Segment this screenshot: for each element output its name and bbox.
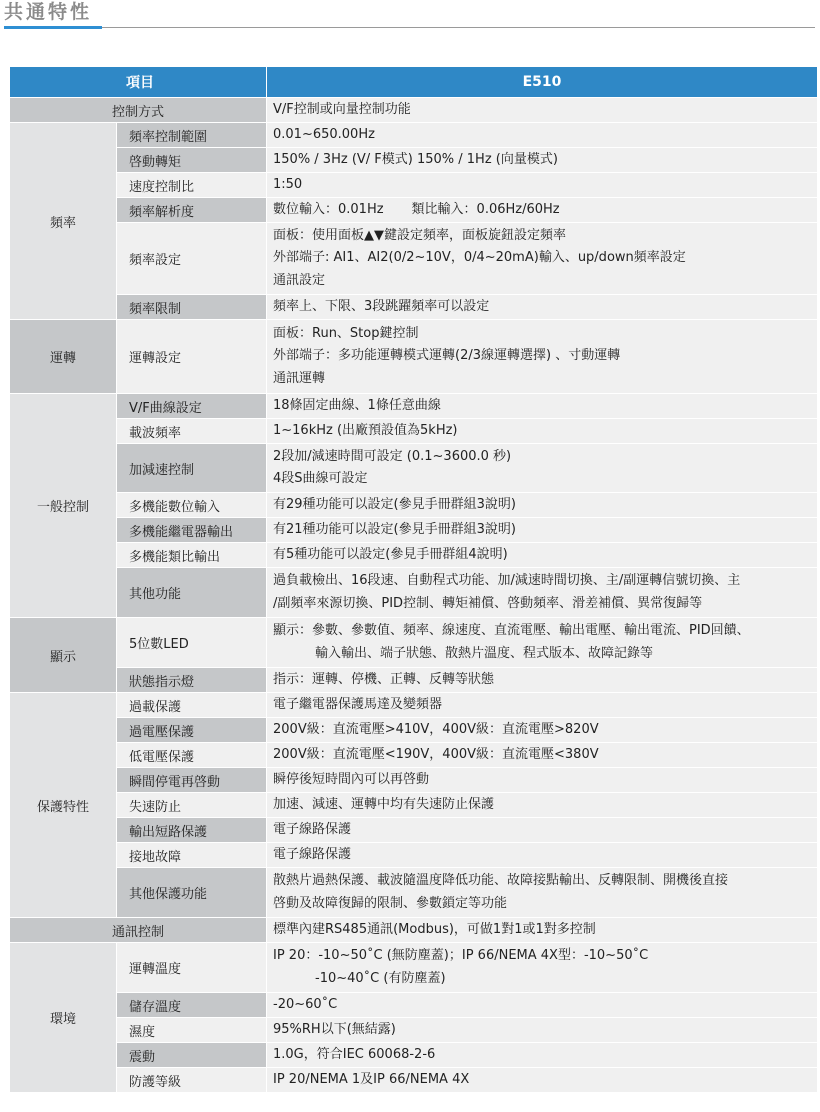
row-value: 指示：運轉、停機、正轉、反轉等狀態 [267, 668, 818, 693]
table-row [10, 843, 818, 868]
table-row [10, 868, 818, 918]
item-cell: 載波頻率 [117, 419, 267, 444]
item-cell: 頻率解析度 [117, 198, 267, 223]
table-row [10, 668, 818, 693]
item-cell: 瞬間停電再啓動 [117, 768, 267, 793]
row-value: -20~60˚C [267, 993, 818, 1018]
row-value: 200V級：直流電壓>410V，400V級：直流電壓>820V [267, 718, 818, 743]
category-cell: 一般控制 [10, 394, 117, 618]
category-cell: 保護特性 [10, 693, 117, 918]
row-value: 頻率上、下限、3段跳躍頻率可以設定 [267, 295, 818, 320]
table-row [10, 918, 818, 943]
item-cell: 加減速控制 [117, 444, 267, 493]
row-value: 過負載檢出、16段速、自動程式功能、加/減速時間切換、主/副運轉信號切換、主 /副頻率來源切換、PID控制、轉矩補償、啓動頻率、滑差補償、異常復歸等 [267, 568, 818, 618]
row-value: 200V級：直流電壓<190V，400V級：直流電壓<380V [267, 743, 818, 768]
item-cell: 過電壓保護 [117, 718, 267, 743]
header-row [10, 67, 818, 98]
table-row [10, 223, 818, 295]
item-cell: 多機能類比輸出 [117, 543, 267, 568]
row-value: 1.0G，符合IEC 60068-2-6 [267, 1043, 818, 1068]
row-value: 顯示：參數、參數值、頻率、線速度、直流電壓、輸出電壓、輸出電流、PID回饋、 輸入輸出、端子狀態、散熱片溫度、程式版本、故障記錄等 [267, 618, 818, 668]
row-value: IP 20：-10~50˚C (無防塵蓋)；IP 66/NEMA 4X型：-10~50˚C -10~40˚C (有防塵蓋) [267, 943, 818, 993]
row-label: 控制方式 [10, 98, 267, 123]
table-row [10, 718, 818, 743]
spec-table [9, 66, 818, 1093]
title-accent-bar [4, 26, 102, 29]
item-cell: 多機能繼電器輸出 [117, 518, 267, 543]
header-item: 項目 [10, 67, 267, 98]
row-value: 0.01~650.00Hz [267, 123, 818, 148]
row-value: 面板：Run、Stop鍵控制 外部端子：多功能運轉模式運轉(2/3線運轉選擇) 、寸動運轉 通訊運轉 [267, 320, 818, 394]
item-cell: 其他保護功能 [117, 868, 267, 918]
header-model: E510 [267, 67, 818, 98]
row-value: V/F控制或向量控制功能 [267, 98, 818, 123]
table-row [10, 123, 818, 148]
item-cell: V/F曲線設定 [117, 394, 267, 419]
table-row [10, 320, 818, 394]
table-row [10, 943, 818, 993]
row-value: 150% / 3Hz (V/ F模式) 150% / 1Hz (向量模式) [267, 148, 818, 173]
item-cell: 啓動轉矩 [117, 148, 267, 173]
row-value: 有21種功能可以設定(參見手冊群組3說明) [267, 518, 818, 543]
table-row [10, 1068, 818, 1093]
item-cell: 低電壓保護 [117, 743, 267, 768]
item-cell: 濕度 [117, 1018, 267, 1043]
table-row [10, 419, 818, 444]
row-value: 1~16kHz (出廠預設值為5kHz) [267, 419, 818, 444]
item-cell: 頻率限制 [117, 295, 267, 320]
table-row [10, 148, 818, 173]
row-value: 95%RH以下(無結露) [267, 1018, 818, 1043]
category-cell: 顯示 [10, 618, 117, 693]
table-row [10, 568, 818, 618]
row-value: 電子線路保護 [267, 818, 818, 843]
row-value: 2段加/減速時間可設定 (0.1~3600.0 秒) 4段S曲線可設定 [267, 444, 818, 493]
table-row [10, 618, 818, 668]
item-cell: 失速防止 [117, 793, 267, 818]
title-divider [4, 27, 815, 28]
row-value: 18條固定曲線、1條任意曲線 [267, 394, 818, 419]
category-cell: 頻率 [10, 123, 117, 320]
item-cell: 速度控制比 [117, 173, 267, 198]
page-title: 共通特性 [4, 1, 93, 23]
row-value: 電子繼電器保護馬達及變頻器 [267, 693, 818, 718]
row-value: 標準內建RS485通訊(Modbus)，可做1對1或1對多控制 [267, 918, 818, 943]
table-row [10, 693, 818, 718]
row-value: 加速、減速、運轉中均有失速防止保護 [267, 793, 818, 818]
row-value: 面板：使用面板▲▼鍵設定頻率，面板旋鈕設定頻率 外部端子: AI1、AI2(0/2~10V，0/4~20mA)輸入、up/down頻率設定 通訊設定 [267, 223, 818, 295]
row-value: 有5種功能可以設定(參見手冊群組4說明) [267, 543, 818, 568]
table-row [10, 1043, 818, 1068]
item-cell: 5位數LED [117, 618, 267, 668]
category-cell: 運轉 [10, 320, 117, 394]
table-row [10, 993, 818, 1018]
row-value: 數位輸入：0.01Hz 類比輸入：0.06Hz/60Hz [267, 198, 818, 223]
item-cell: 接地故障 [117, 843, 267, 868]
table-row [10, 768, 818, 793]
row-value: 有29種功能可以設定(參見手冊群組3說明) [267, 493, 818, 518]
item-cell: 儲存溫度 [117, 993, 267, 1018]
table-row [10, 98, 818, 123]
item-cell: 運轉溫度 [117, 943, 267, 993]
table-row [10, 198, 818, 223]
table-row [10, 493, 818, 518]
item-cell: 過載保護 [117, 693, 267, 718]
table-row [10, 444, 818, 493]
item-cell: 震動 [117, 1043, 267, 1068]
table-row [10, 518, 818, 543]
row-value: 散熱片過熱保護、載波隨溫度降低功能、故障接點輸出、反轉限制、開機後直接 啓動及故障復歸的限制、參數鎖定等功能 [267, 868, 818, 918]
row-value: 1:50 [267, 173, 818, 198]
item-cell: 多機能數位輸入 [117, 493, 267, 518]
table-row [10, 394, 818, 419]
item-cell: 輸出短路保護 [117, 818, 267, 843]
item-cell: 頻率設定 [117, 223, 267, 295]
row-value: IP 20/NEMA 1及IP 66/NEMA 4X [267, 1068, 818, 1093]
table-row [10, 295, 818, 320]
table-row [10, 743, 818, 768]
row-label: 通訊控制 [10, 918, 267, 943]
item-cell: 頻率控制範圍 [117, 123, 267, 148]
item-cell: 防護等級 [117, 1068, 267, 1093]
table-row [10, 173, 818, 198]
table-row [10, 543, 818, 568]
category-cell: 環境 [10, 943, 117, 1093]
item-cell: 狀態指示燈 [117, 668, 267, 693]
row-value: 電子線路保護 [267, 843, 818, 868]
table-row [10, 1018, 818, 1043]
item-cell: 其他功能 [117, 568, 267, 618]
table-row [10, 793, 818, 818]
row-value: 瞬停後短時間內可以再啓動 [267, 768, 818, 793]
table-row [10, 818, 818, 843]
item-cell: 運轉設定 [117, 320, 267, 394]
